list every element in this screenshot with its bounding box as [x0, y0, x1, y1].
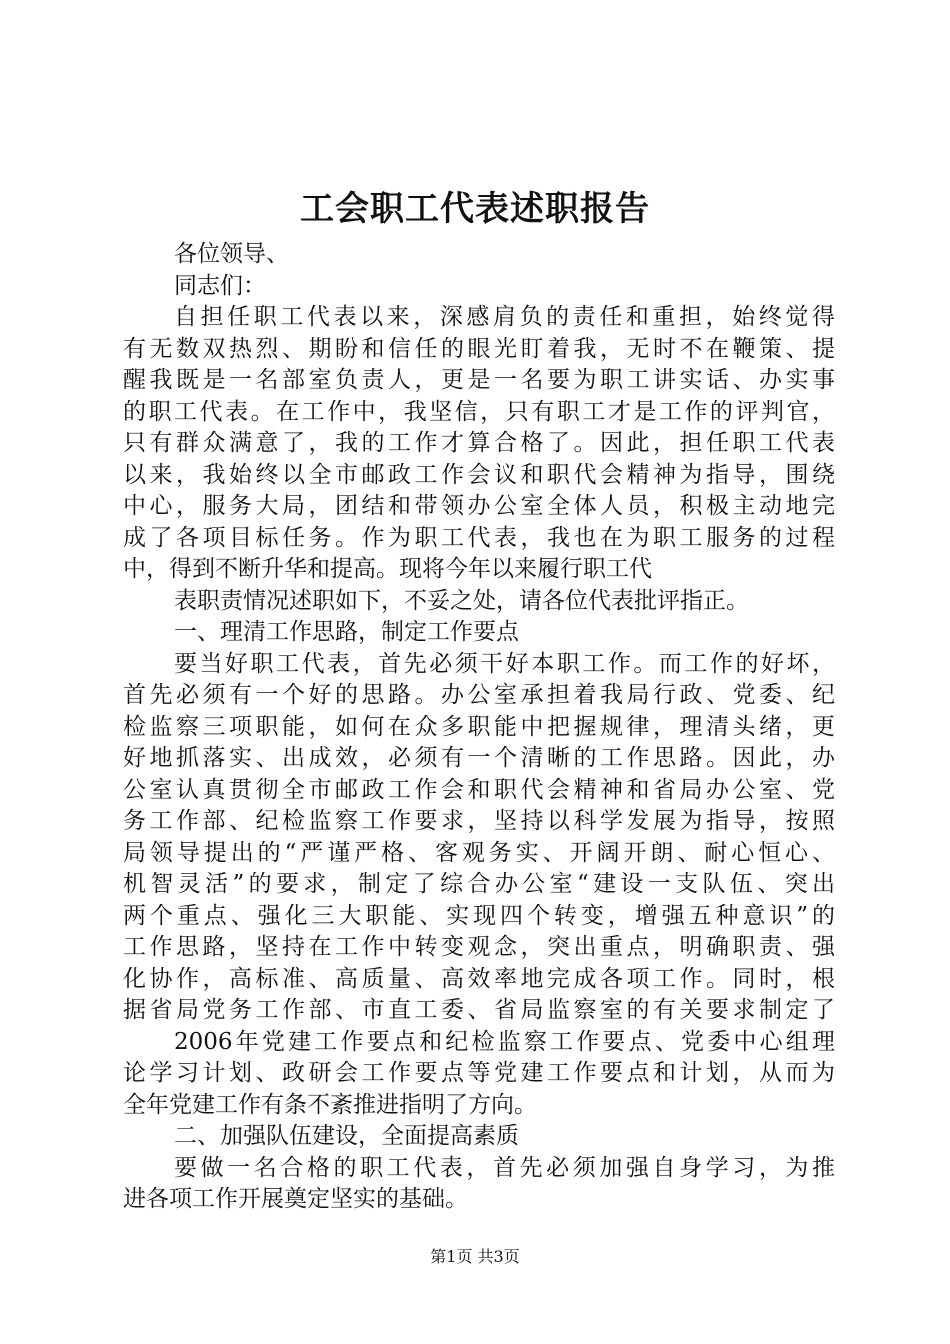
paragraph-line: 同志们： [174, 272, 266, 299]
paragraph-line: 一、理清工作思路，制定工作要点 [174, 619, 519, 645]
paragraph-line: 二、加强队伍建设，全面提高素质 [174, 1123, 519, 1149]
paragraph-line: 机智灵活”的要求，制定了综合办公室“建设一支队伍、突出 [123, 871, 835, 897]
paragraph-line: 中，得到不断升华和提高。现将今年以来履行职工代 [123, 556, 652, 582]
paragraph-line: 进各项工作开展奠定坚实的基础。 [123, 1186, 468, 1212]
paragraph-line: 醒我既是一名部室负责人，更是一名要为职工讲实话、办实事 [123, 367, 835, 393]
paragraph-line: 的职工代表。在工作中，我坚信，只有职工才是工作的评判官， [123, 398, 835, 425]
paragraph-line: 有无数双热烈、期盼和信任的眼光盯着我，无时不在鞭策、提 [123, 335, 835, 362]
paragraph-line: 自担任职工代表以来，深感肩负的责任和重担，始终觉得 [174, 304, 835, 330]
paragraph-line: 首先必须有一个好的思路。办公室承担着我局行政、党委、纪 [123, 682, 835, 708]
paragraph-line: 化协作，高标准、高质量、高效率地完成各项工作。同时，根 [123, 965, 835, 992]
paragraph-line: 工作思路，坚持在工作中转变观念，突出重点，明确职责、强 [123, 934, 835, 960]
paragraph-line: 全年党建工作有条不紊推进指明了方向。 [123, 1091, 537, 1118]
paragraph-line: 只有群众满意了，我的工作才算合格了。因此，担任职工代表 [123, 430, 835, 456]
paragraph-line: 要做一名合格的职工代表，首先必须加强自身学习，为推 [174, 1154, 835, 1181]
paragraph-line: 局领导提出的“严谨严格、客观务实、开阔开朗、耐心恒心、 [123, 839, 835, 866]
paragraph-line: 两个重点、强化三大职能、实现四个转变，增强五种意识”的 [123, 902, 835, 929]
paragraph-line: 务工作部、纪检监察工作要求，坚持以科学发展为指导，按照 [123, 808, 835, 834]
paragraph-line: 各位领导、 [174, 241, 289, 267]
paragraph-line: 公室认真贯彻全市邮政工作会和职代会精神和省局办公室、党 [123, 776, 835, 803]
paragraph-line: 成了各项目标任务。作为职工代表，我也在为职工服务的过程 [123, 524, 835, 551]
paragraph-line: 检监察三项职能，如何在众多职能中把握规律，理清头绪，更 [123, 713, 835, 740]
document-body [123, 239, 835, 1216]
paragraph-line: 2006年党建工作要点和纪检监察工作要点、党委中心组理 [174, 1028, 835, 1055]
paragraph-line: 论学习计划、政研会工作要点等党建工作要点和计划，从而为 [123, 1060, 835, 1086]
paragraph-line: 要当好职工代表，首先必须干好本职工作。而工作的好坏， [174, 650, 835, 677]
document-title: 工会职工代表述职报告 [300, 189, 650, 229]
paragraph-line: 以来，我始终以全市邮政工作会议和职代会精神为指导，围绕 [123, 461, 835, 488]
paragraph-line: 据省局党务工作部、市直工委、省局监察室的有关要求制定了 [123, 997, 835, 1023]
paragraph-line: 中心，服务大局，团结和带领办公室全体人员，积极主动地完 [123, 493, 835, 519]
page-footer: 第1页 共3页 [430, 1247, 520, 1266]
paragraph-line: 好地抓落实、出成效，必须有一个清晰的工作思路。因此，办 [123, 745, 835, 771]
paragraph-line: 表职责情况述职如下，不妥之处，请各位代表批评指正。 [174, 587, 749, 614]
